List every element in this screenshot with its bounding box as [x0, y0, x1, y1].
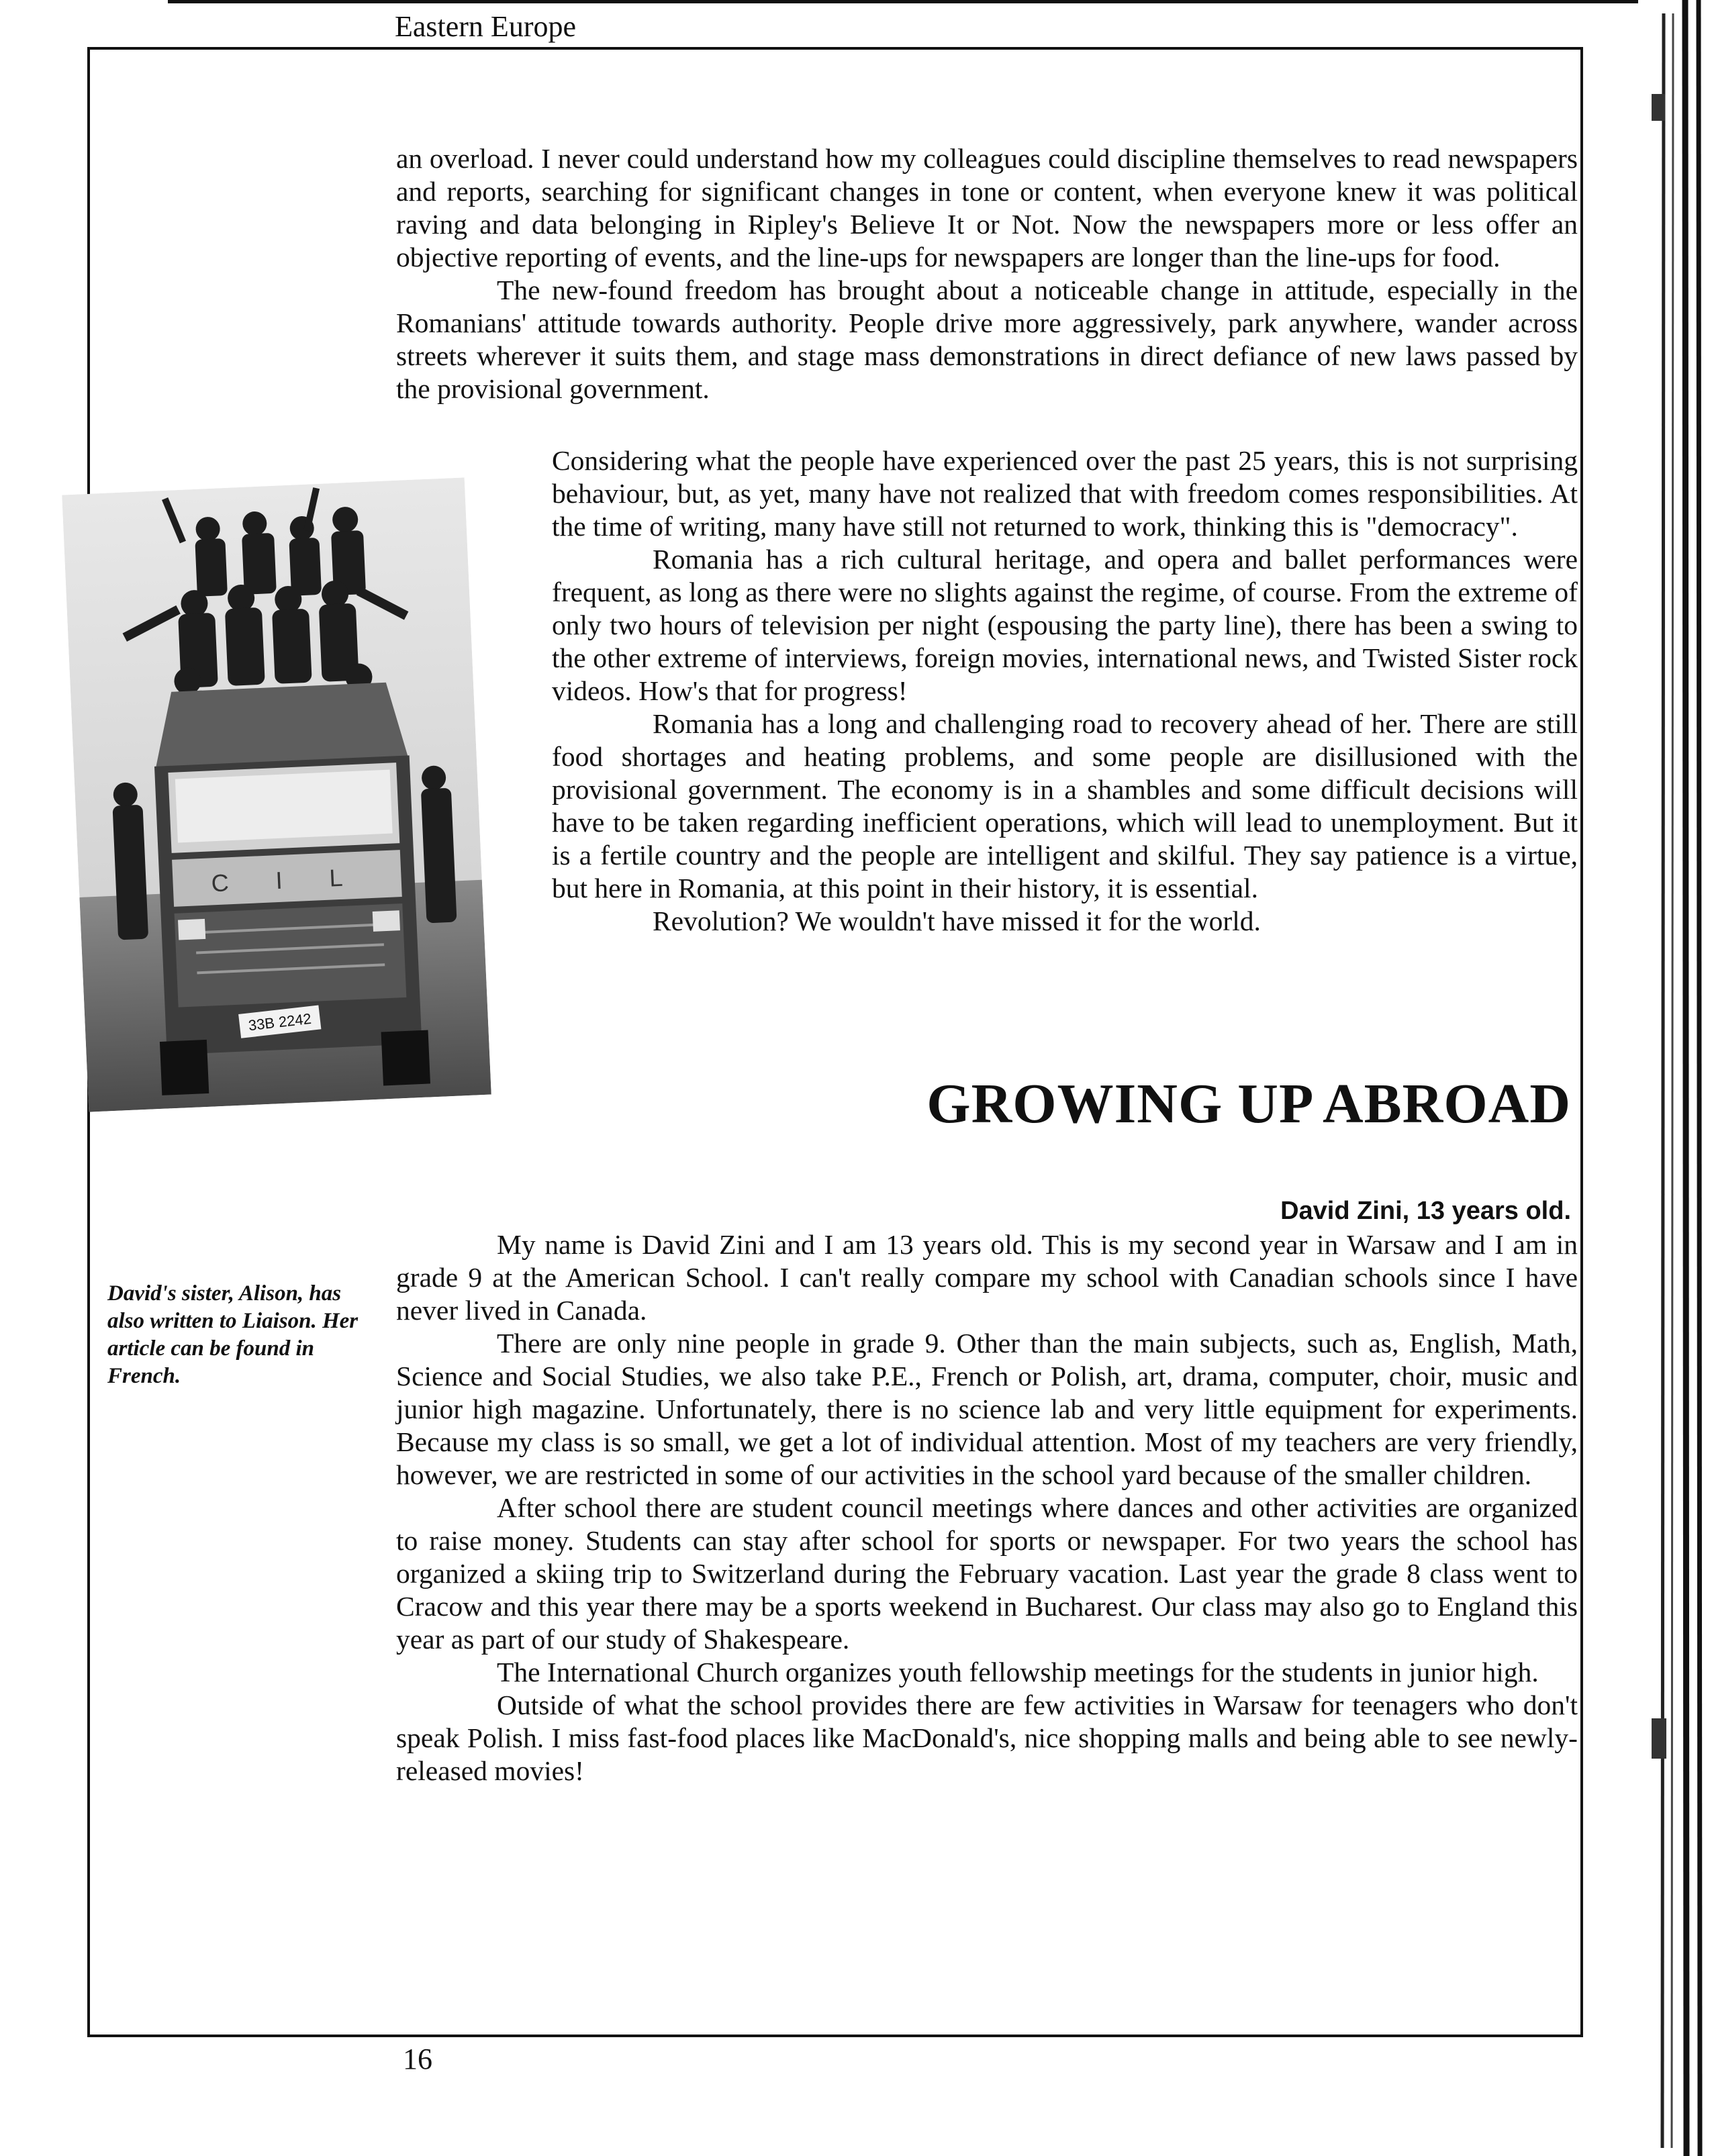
- article1-top-text: [396, 142, 1578, 405]
- article2-byline: David Zini, 13 years old.: [1280, 1197, 1571, 1225]
- article1-paragraph: Romania has a rich cultural heritage, and opera and ballet performances were frequent, as long as there were no slights against the regime, of course. From the extreme of only two hours of television per night (espousing the party line), there has been a swing to the other extreme of interviews, foreign movies, international news, and Twisted Sister rock videos. How's that for progress!: [552, 544, 1578, 706]
- article1-paragraph: The new-found freedom has brought about a noticeable change in attitude, especially in the Romanians' attitude towards authority. People drive more aggressively, park anywhere, wander across streets wherever it suits them, and stage mass demonstrations in direct defiance of new laws passed by the provisional government.: [396, 275, 1578, 404]
- section-label: Eastern Europe: [395, 10, 576, 43]
- article2-text: [396, 1228, 1578, 1787]
- article2-paragraph: After school there are student council meetings where dances and other activities are organized to raise money. Students can stay after school for sports or newspaper. For two years the school has organized a skiing trip to Switzerland during the February vacation. Last year the grade 8 class went to Cracow and this year there may be a sports weekend in Bucharest. Our class may also go to England this year as part of our study of Shakespeare.: [396, 1492, 1578, 1655]
- article1-paragraph: Revolution? We wouldn't have missed it for the world.: [653, 905, 1261, 936]
- truck-letters: C I L: [210, 863, 364, 897]
- article1-column-text: [552, 444, 1578, 938]
- page-number: 16: [403, 2043, 432, 2075]
- sidebar-note: David's sister, Alison, has also written to Liaison. Her article can be found in French.: [107, 1281, 359, 1388]
- article1-paragraph: Considering what the people have experienced over the past 25 years, this is not surprising behaviour, but, as yet, many have not realized that with freedom comes responsibilities. At the time of writing, many have still not returned to work, thinking this is "democracy".: [552, 445, 1578, 542]
- license-plate: 33B 2242: [247, 1010, 313, 1034]
- article2-paragraph: There are only nine people in grade 9. Other than the main subjects, such as, English, Math, Science and Social Studies, we also take P.E., French or Polish, art, drama, computer, choir, music and junior high magazine. Unfortunately, there is no science lab and very little equipment for experiments. Because my class is so small, we get a lot of individual attention. Most of my teachers are very friendly, however, we are restricted in some of our activities in the school yard because of the smaller children.: [396, 1328, 1578, 1490]
- article2-headline: GROWING UP ABROAD: [926, 1073, 1571, 1135]
- article2-paragraph: My name is David Zini and I am 13 years old. This is my second year in Warsaw and I am in grade 9 at the American School. I can't really compare my school with Canadian schools since I have never lived in Canada.: [396, 1229, 1578, 1326]
- revolution-truck-photo: [62, 477, 491, 1112]
- article2-paragraph: Outside of what the school provides there are few activities in Warsaw for teenagers who don't speak Polish. I miss fast-food places like MacDonald's, nice shopping malls and being able to see newly-released movies!: [396, 1689, 1578, 1786]
- article1-paragraph: Romania has a long and challenging road to recovery ahead of her. There are still food shortages and heating problems, and some people are disillusioned with the provisional government. The economy is in a shambles and some difficult decisions will have to be taken regarding inefficient operations, which will lead to unemployment. But it is a fertile country and the people are intelligent and skilful. They say patience is a virtue, but here in Romania, at this point in their history, it is essential.: [552, 708, 1578, 903]
- top-rule: [168, 0, 1645, 3]
- article1-paragraph: an overload. I never could understand how my colleagues could discipline themselves to read newspapers and reports, searching for significant changes in tone or content, when everyone knew it was political raving and data belonging in Ripley's Believe It or Not. Now the newspapers more or less offer an objective reporting of events, and the line-ups for newspapers are longer than the line-ups for food.: [396, 143, 1578, 273]
- binding-edge: [1638, 0, 1712, 2156]
- article2-paragraph: The International Church organizes youth fellowship meetings for the students in junior high.: [497, 1657, 1539, 1687]
